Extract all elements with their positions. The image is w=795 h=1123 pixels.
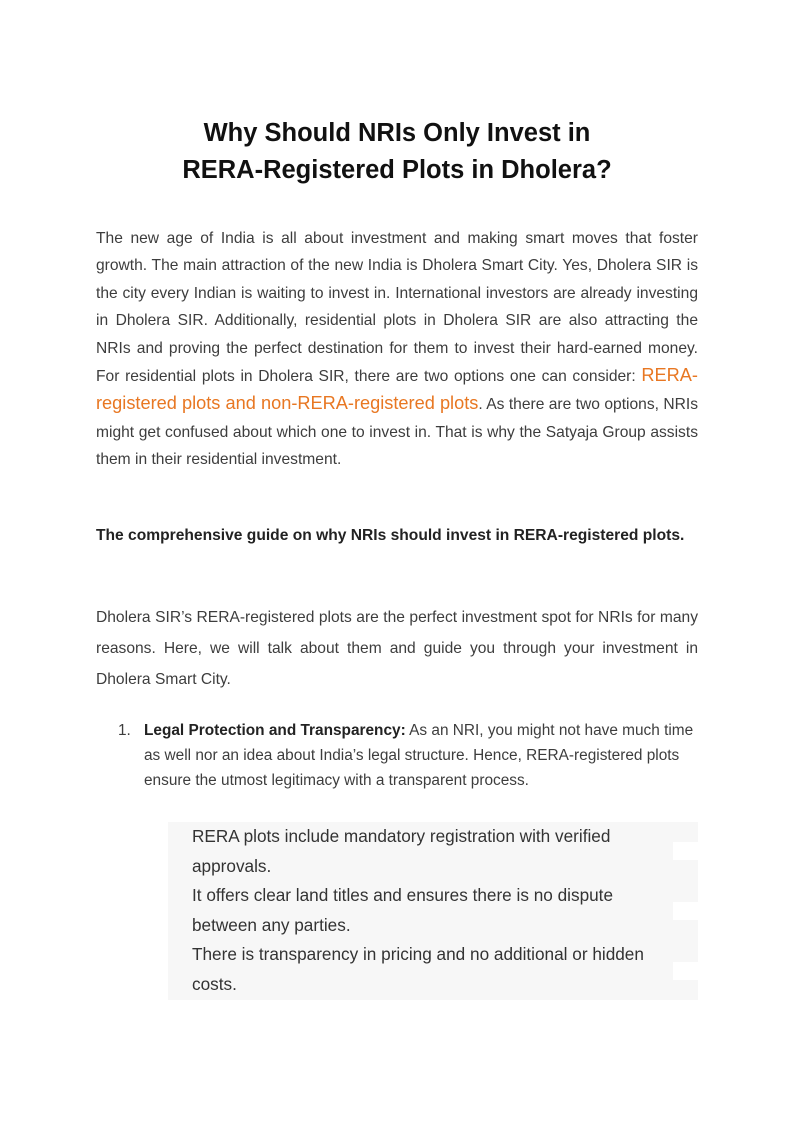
list-item-description: As an NRI, you might not have much time as well nor an idea about India’s legal structure. Hence, RERA-registered plots ensure the utmost legitimacy with a transparent process. <box>144 722 694 789</box>
list-item-number: 1. <box>118 722 131 739</box>
sub-points-block <box>168 822 698 1000</box>
intro-text-after: . As there are two options, NRIs might get confused about which one to invest in. That is why the Satyaja Group assists them in their residential investment. <box>96 396 699 469</box>
page-title <box>96 115 698 189</box>
guide-heading: The comprehensive guide on why NRIs should invest in RERA-registered plots. <box>96 527 685 544</box>
rera-options-highlight: RERA-registered plots and non-RERA-registered plots <box>96 365 698 414</box>
sub-point: There is transparency in pricing and no additional or hidden costs. <box>192 944 644 994</box>
reasons-paragraph: Dholera SIR’s RERA-registered plots are the perfect investment spot for NRIs for many reasons. Here, we will talk about them and guide you through your investment in Dholera Smart City. <box>96 609 698 688</box>
list-item-body <box>144 718 699 793</box>
intro-text-before: The new age of India is all about investment and making smart moves that foster growth. The main attraction of the new India is Dholera Smart City. Yes, Dholera SIR is the city every Indian is waiting to invest in. International investors are already investing in Dholera SIR. Additionally, residential plots in Dholera SIR are also attracting the NRIs and proving the perfect destination for them to invest their hard-earned money. For residential plots in Dholera SIR, there are two options one can consider: <box>96 230 698 386</box>
page-title-line-2: RERA-Registered Plots in Dholera? <box>182 156 612 184</box>
list-item-term: Legal Protection and Transparency: <box>144 722 406 739</box>
intro-paragraph <box>96 225 698 474</box>
page-title-line-1: Why Should NRIs Only Invest in <box>203 119 591 147</box>
sub-point: It offers clear land titles and ensures there is no dispute between any parties. <box>192 885 614 935</box>
sub-point: RERA plots include mandatory registration with verified approvals. <box>192 826 611 876</box>
sub-points-list <box>192 822 682 999</box>
